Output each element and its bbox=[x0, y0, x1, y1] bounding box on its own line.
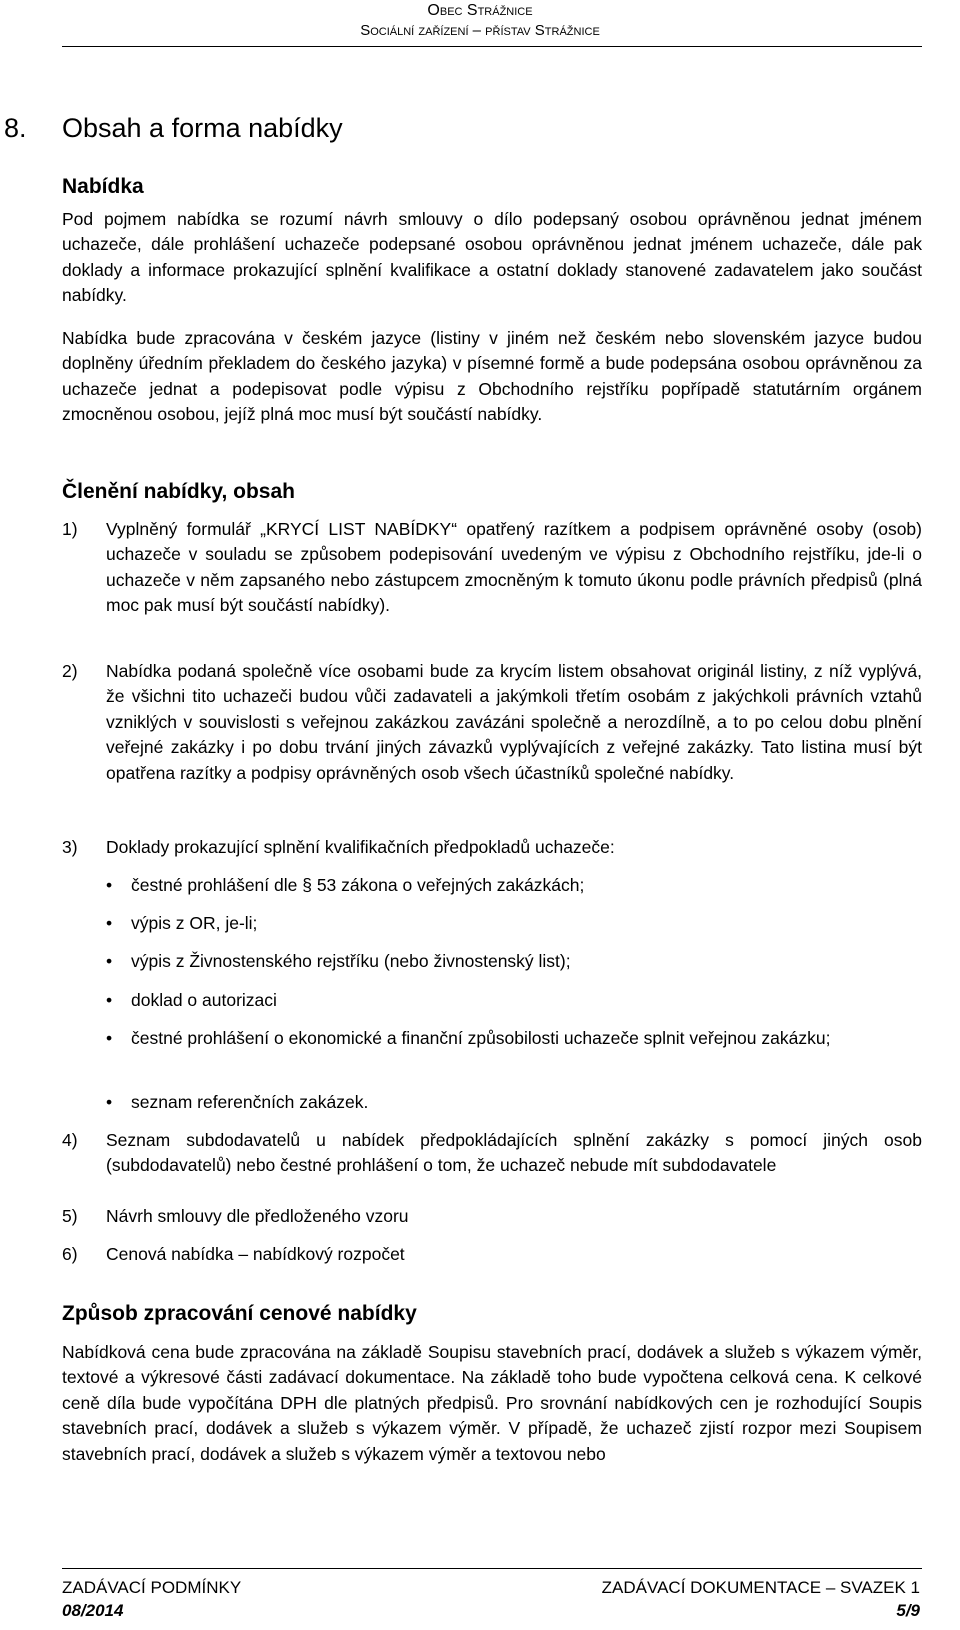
list-item-text: Seznam subdodavatelů u nabídek předpokládajících splnění zakázky s pomocí jiných osob (subdodavatelů) nebo čestné prohlášení o tom, že uchazeč nebude mít subdodavatele bbox=[106, 1130, 922, 1176]
section-title-text: Obsah a forma nabídky bbox=[62, 113, 343, 143]
bullet-text: seznam referenčních zakázek. bbox=[131, 1092, 369, 1112]
header-rule bbox=[62, 46, 922, 47]
bullet-text: čestné prohlášení dle § 53 zákona o veřejných zakázkách; bbox=[131, 875, 585, 895]
bullet-item bbox=[106, 1026, 922, 1051]
heading-cleneni: Členění nabídky, obsah bbox=[62, 480, 295, 503]
bullet-text: výpis z OR, je-li; bbox=[131, 913, 258, 933]
bullet-icon: • bbox=[106, 913, 113, 933]
bullet-item bbox=[106, 911, 922, 936]
list-item bbox=[62, 835, 922, 860]
paragraph-nabidka-language: Nabídka bude zpracována v českém jazyce (listiny v jiném než českém nebo slovenském jazyce budou doplněny úředním překladem do českého jazyka) v písemné formě a bude podepsána osobou oprávněnou za uchazeče jednat a podepisovat podle výpisu z Obchodního rejstříku popřípadě statutárním orgánem zmocněnou osobou, jejíž plná moc musí být součástí nabídky. bbox=[62, 328, 922, 425]
bullet-item bbox=[106, 873, 922, 898]
paragraph-nabidka-definition: Pod pojmem nabídka se rozumí návrh smlouvy o dílo podepsaný osobou oprávněnou jednat jménem uchazeče, dále prohlášení uchazeče podepsané osobou oprávněnou jednat jménem uchazeče, dále pak doklady a informace prokazující splnění kvalifikace a ostatní doklady stanovené zadavatelem jako součást nabídky. bbox=[62, 209, 922, 306]
bullet-icon: • bbox=[106, 1028, 113, 1048]
footer-rule bbox=[62, 1568, 922, 1569]
list-item-number: 1) bbox=[62, 519, 78, 539]
list-item-number: 2) bbox=[62, 661, 78, 681]
list-item bbox=[62, 659, 922, 786]
header-municipality: Obec Strážnice bbox=[427, 2, 533, 19]
list-item-number: 3) bbox=[62, 837, 78, 857]
list-item-text: Vyplněný formulář „KRYCÍ LIST NABÍDKY“ opatřený razítkem a podpisem oprávněné osoby (osob) uchazeče v souladu se způsobem podepisování uvedeným ve výpisu z Obchodního rejstříku, jde-li o uchazeče v něm zapsaného nebo zástupcem zmocněným k tomuto úkonu podle právních předpisů (plná moc pak musí být součástí nabídky). bbox=[106, 519, 922, 616]
bullet-icon: • bbox=[106, 1092, 113, 1112]
paragraph-zpusob: Nabídková cena bude zpracována na základě Soupisu stavebních prací, dodávek a služeb s výkazem výměr, textové a výkresové části zadávací dokumentace. Na základě toho bude vypočtena celková cena. K celkové ceně díla bude vypočítána DPH dle platných předpisů. Pro srovnání nabídkových cen je rozhodující Soupis stavebních prací, dodávek a služeb s výkazem výměr. V případě, že uchazeč zjistí rozpor mezi Soupisem stavebních prací, dodávek a služeb s výkazem výměr a textovou nebo bbox=[62, 1342, 922, 1464]
list-item-text: Nabídka podaná společně více osobami bude za krycím listem obsahovat originál listiny, z níž vyplývá, že všichni tito uchazeči budou vůči zadavateli a jakýmkoli třetím osobám z jakýchkoli právních vztahů vzniklých v souvislosti s veřejnou zakázkou zavázáni společně a nerozdílně, a to po celou dobu plnění veřejné zakázky i po dobu trvání jiných závazků vyplývajících z veřejné zakázky. Tato listina musí být opatřena razítky a podpisy oprávněných osob všech účastníků společné nabídky. bbox=[106, 661, 922, 783]
section-number: 8. bbox=[4, 113, 27, 143]
header-project: Sociální zařízení – přístav Strážnice bbox=[360, 22, 600, 39]
footer-date: 08/2014 bbox=[62, 1601, 124, 1620]
bullet-icon: • bbox=[106, 951, 113, 971]
list-item bbox=[62, 1204, 922, 1229]
list-item-number: 6) bbox=[62, 1244, 78, 1264]
bullet-icon: • bbox=[106, 875, 113, 895]
section-title bbox=[4, 113, 343, 144]
list-item bbox=[62, 517, 922, 619]
footer-doc-type: ZADÁVACÍ PODMÍNKY bbox=[62, 1578, 242, 1597]
list-item-number: 5) bbox=[62, 1206, 78, 1226]
bullet-text: čestné prohlášení o ekonomické a finanční způsobilosti uchazeče splnit veřejnou zakázku; bbox=[131, 1028, 831, 1048]
page-number: 5/9 bbox=[896, 1601, 920, 1620]
page-header bbox=[0, 0, 960, 41]
bullet-icon: • bbox=[106, 990, 113, 1010]
footer-doc-volume: ZADÁVACÍ DOKUMENTACE – SVAZEK 1 bbox=[601, 1578, 920, 1597]
list-item-text: Návrh smlouvy dle předloženého vzoru bbox=[106, 1206, 409, 1226]
bullet-item bbox=[106, 949, 922, 974]
heading-nabidka: Nabídka bbox=[62, 175, 144, 198]
list-item-text: Cenová nabídka – nabídkový rozpočet bbox=[106, 1244, 405, 1264]
bullet-item bbox=[106, 1090, 922, 1115]
list-item bbox=[62, 1242, 922, 1267]
bullet-text: výpis z Živnostenského rejstříku (nebo živnostenský list); bbox=[131, 951, 571, 971]
list-item-text: Doklady prokazující splnění kvalifikačních předpokladů uchazeče: bbox=[106, 837, 615, 857]
heading-zpusob: Způsob zpracování cenové nabídky bbox=[62, 1302, 417, 1325]
bullet-item bbox=[106, 988, 922, 1013]
list-item bbox=[62, 1128, 922, 1179]
list-item-number: 4) bbox=[62, 1130, 78, 1150]
bullet-text: doklad o autorizaci bbox=[131, 990, 277, 1010]
